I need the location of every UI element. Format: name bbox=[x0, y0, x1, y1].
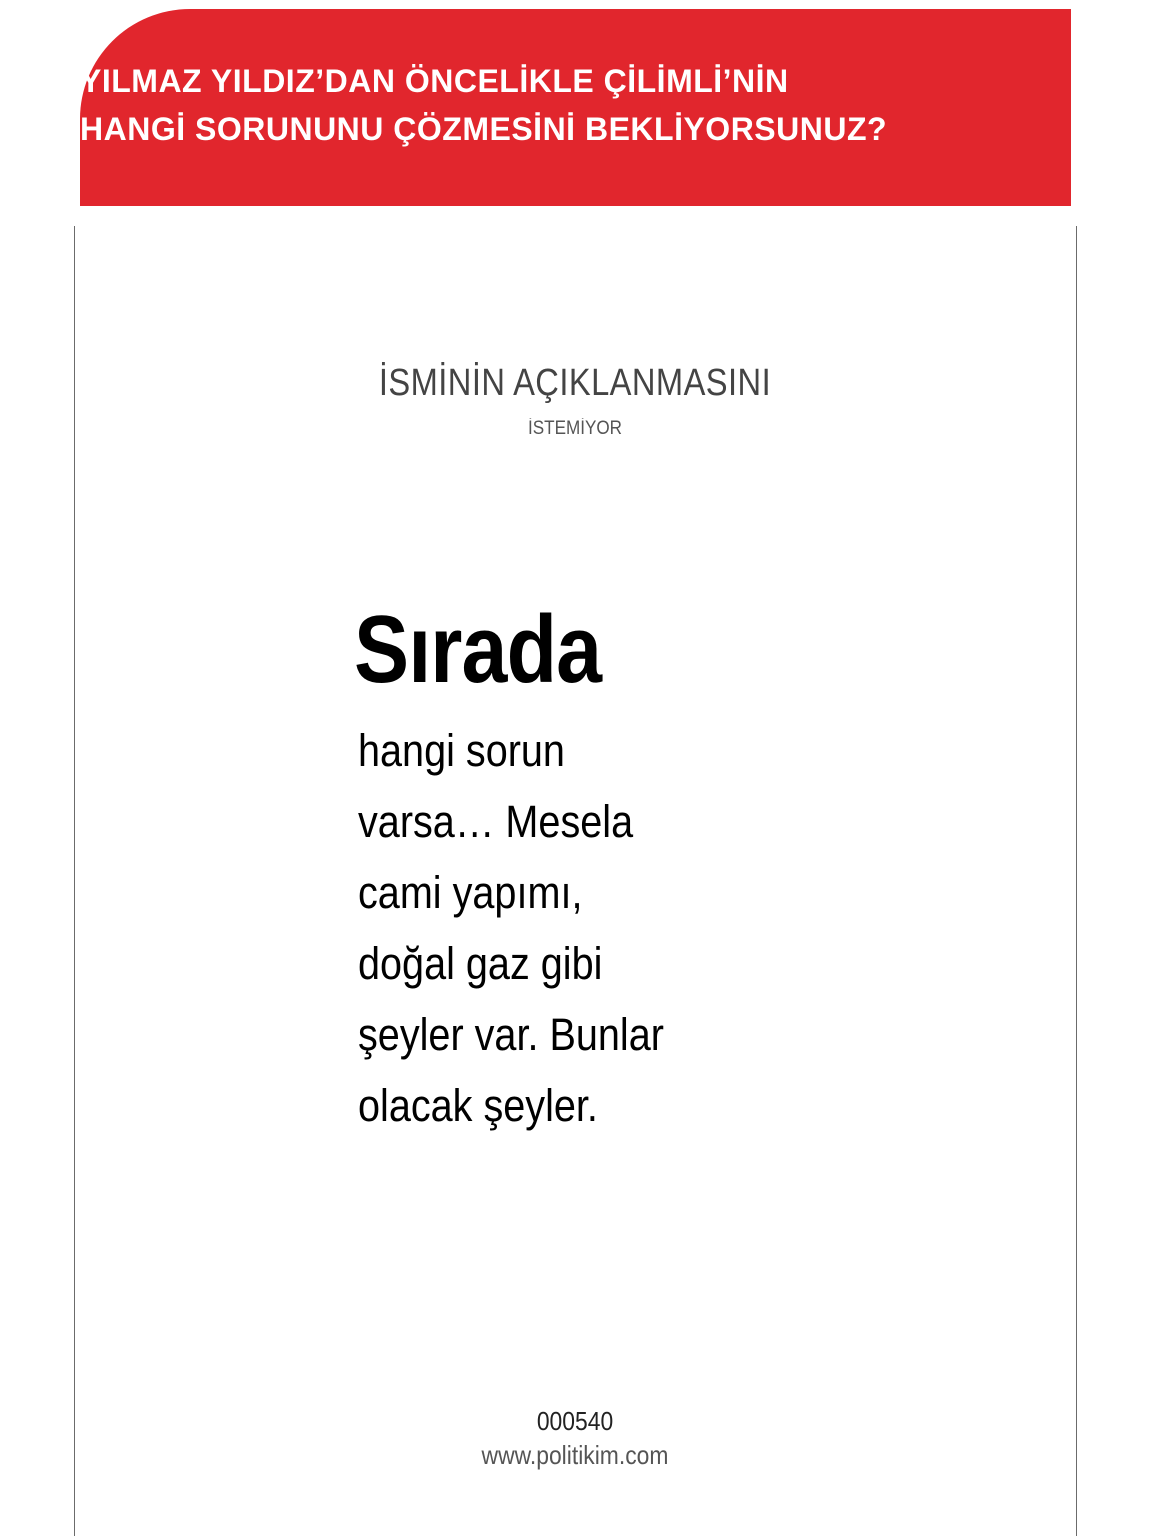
record-id: 000540 bbox=[536, 1406, 614, 1436]
respondent-name: İSMİNİN AÇIKLANMASINI bbox=[378, 362, 772, 404]
respondent-subtitle: İSTEMİYOR bbox=[527, 418, 623, 439]
survey-question-line-2: HANGİ SORUNUNU ÇÖZMESİNİ BEKLİYORSUNUZ? bbox=[80, 111, 888, 147]
answer-line: cami yapımı, bbox=[358, 867, 583, 918]
survey-question-line-1: YILMAZ YILDIZ’DAN ÖNCELİKLE ÇİLİMLİ’NİN bbox=[80, 63, 789, 99]
answer-line: doğal gaz gibi bbox=[358, 938, 603, 989]
survey-question bbox=[80, 57, 887, 153]
answer-line: olacak şeyler. bbox=[358, 1080, 598, 1131]
answer-lead-word: Sırada bbox=[354, 596, 602, 703]
answer-line: hangi sorun bbox=[358, 725, 565, 776]
website-link[interactable]: www.politikim.com bbox=[481, 1440, 669, 1470]
answer-line: şeyler var. Bunlar bbox=[358, 1009, 664, 1060]
answer-body bbox=[358, 715, 664, 1141]
answer-line: varsa… Mesela bbox=[358, 796, 634, 847]
